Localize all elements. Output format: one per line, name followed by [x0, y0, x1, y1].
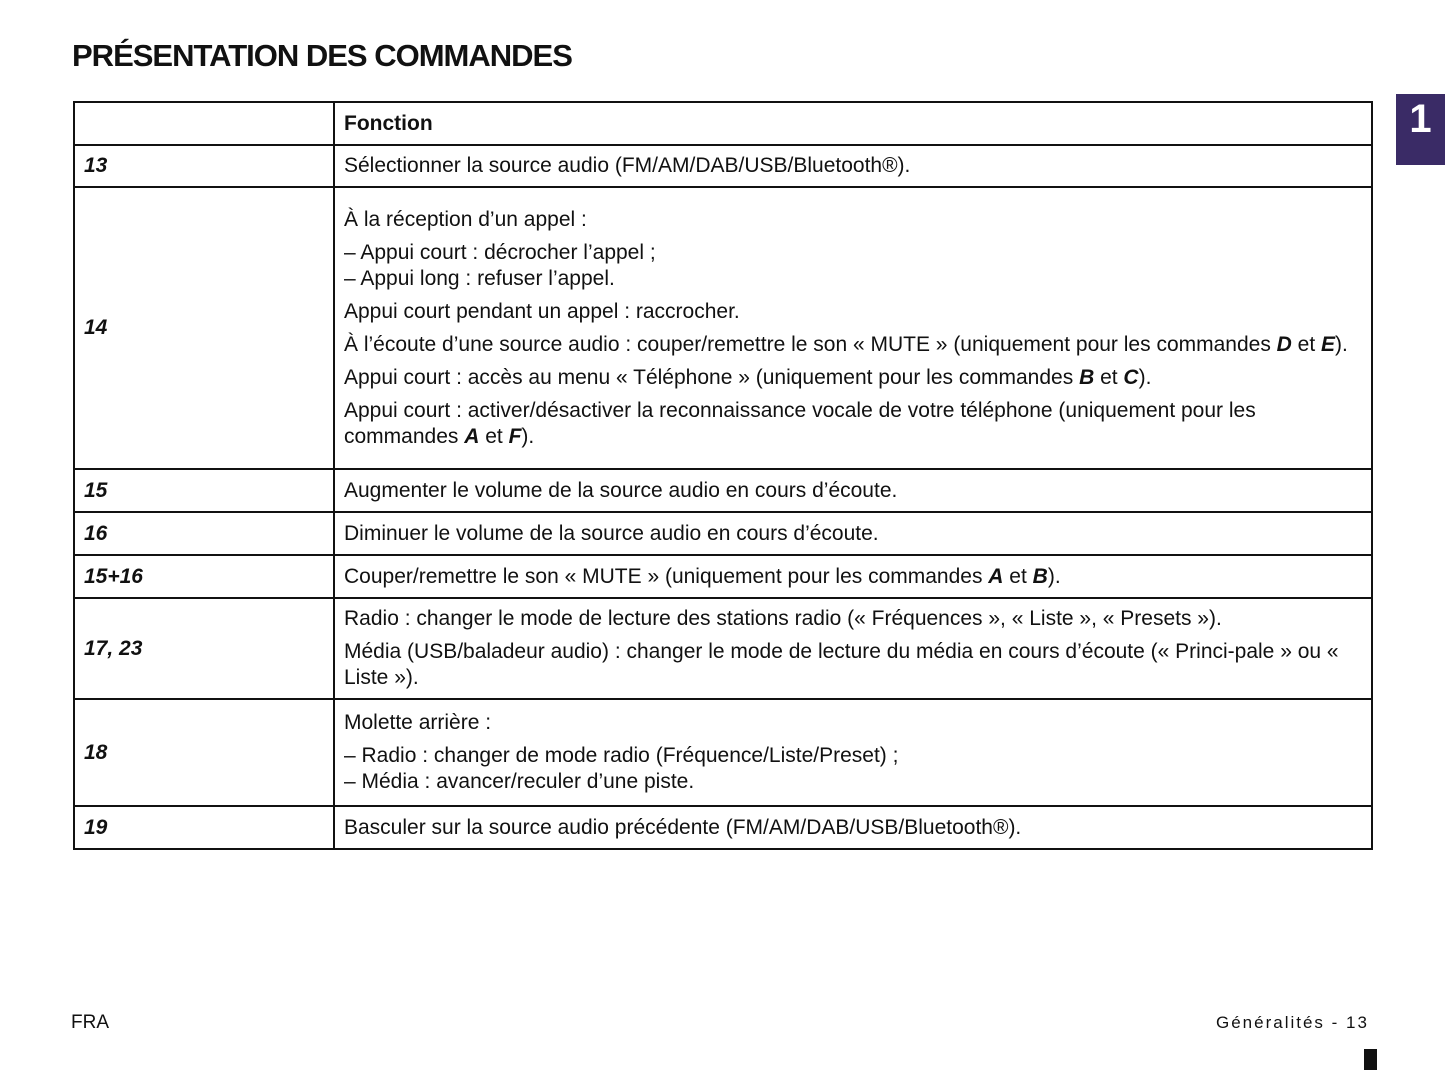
table-row: [74, 145, 1372, 187]
table-row: [74, 555, 1372, 598]
table-row: [74, 598, 1372, 699]
row-function: Diminuer le volume de la source audio en cours d’écoute.: [334, 512, 1372, 555]
row-function: À la réception d’un appel : – Appui court : décrocher l’appel ; – Appui long : refuser l’appel. Appui court pendant un appel : raccrocher. À l’écoute d’une source audio : couper/remettre le son « MUTE » (uniquement pour les commandes D et E). Appui court : accès au menu « Téléphone » (uniquement pour les commandes B et C). Appui court : activer/désactiver la reconnaissance vocale de votre téléphone (uniquement pour les commandes A et F).: [334, 187, 1372, 469]
table-header: [74, 102, 1372, 145]
table-row: [74, 806, 1372, 849]
header-key: [74, 102, 334, 145]
commands-table: [73, 101, 1373, 850]
row-function: Basculer sur la source audio précédente (FM/AM/DAB/USB/Bluetooth®).: [334, 806, 1372, 849]
header-function: Fonction: [334, 102, 1372, 145]
table-row: [74, 469, 1372, 512]
footer-page-number: Généralités - 13: [1216, 1013, 1369, 1032]
row-key: 19: [74, 806, 334, 849]
table-row: [74, 699, 1372, 806]
row-function: Radio : changer le mode de lecture des stations radio (« Fréquences », « Liste », « Presets »). Média (USB/baladeur audio) : changer le mode de lecture du média en cours d’écoute (« Princi-pale » ou « Liste »).: [334, 598, 1372, 699]
table-row: [74, 512, 1372, 555]
row-function: Couper/remettre le son « MUTE » (uniquement pour les commandes A et B).: [334, 555, 1372, 598]
row-key: 15+16: [74, 555, 334, 598]
row-key: 17, 23: [74, 598, 334, 699]
row-key: 18: [74, 699, 334, 806]
row-key: 14: [74, 187, 334, 469]
row-key: 15: [74, 469, 334, 512]
page-edge-marker: [1364, 1049, 1377, 1070]
row-function: Augmenter le volume de la source audio en cours d’écoute.: [334, 469, 1372, 512]
row-key: 13: [74, 145, 334, 187]
row-function: Molette arrière : – Radio : changer de mode radio (Fréquence/Liste/Preset) ; – Média : avancer/reculer d’une piste.: [334, 699, 1372, 806]
row-function: Sélectionner la source audio (FM/AM/DAB/USB/Bluetooth®).: [334, 145, 1372, 187]
row-key: 16: [74, 512, 334, 555]
table-row: [74, 187, 1372, 469]
chapter-tab: 1: [1396, 94, 1445, 165]
footer-language: FRA: [71, 1012, 109, 1033]
page-title: PRÉSENTATION DES COMMANDES: [72, 38, 572, 73]
